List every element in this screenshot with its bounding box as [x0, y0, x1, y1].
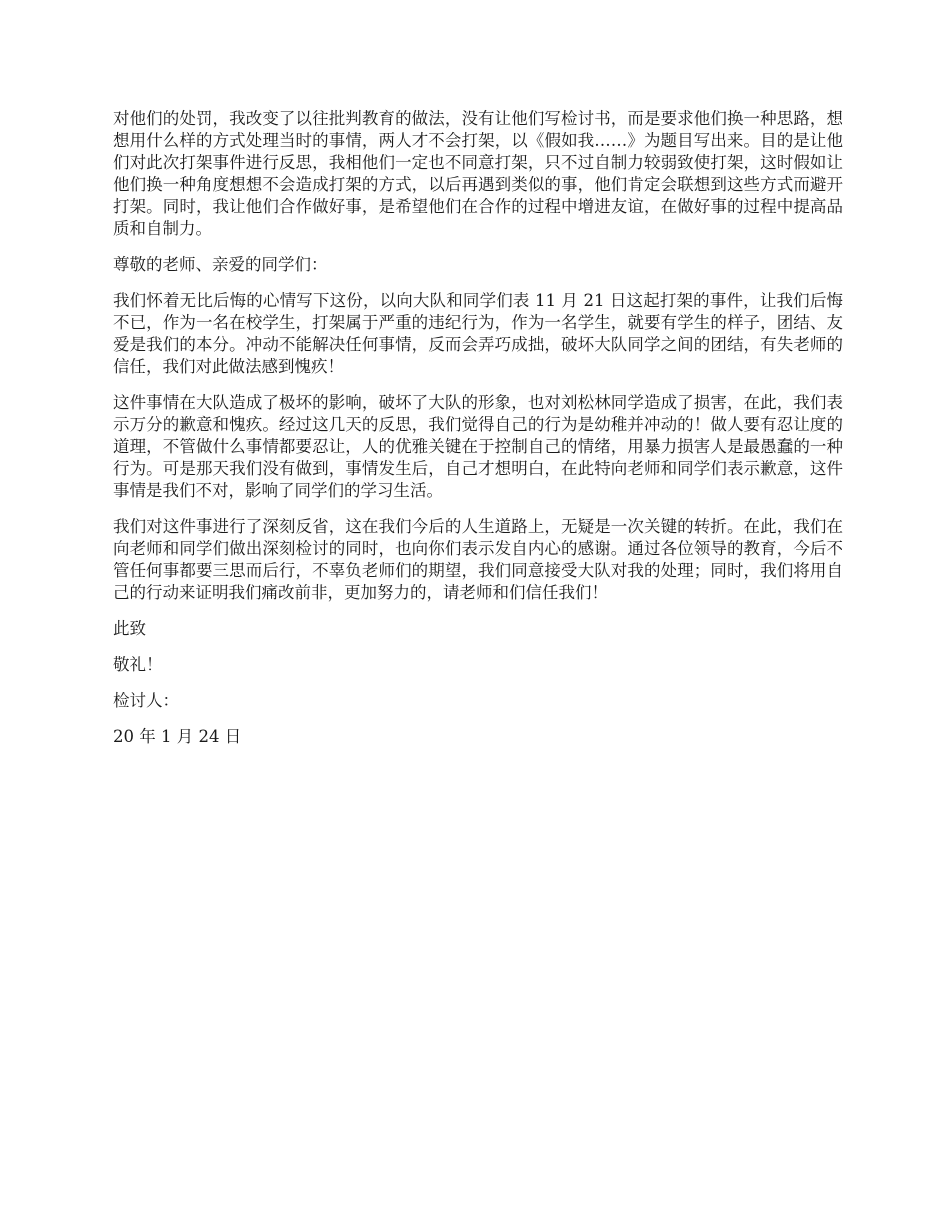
signature-label: 检讨人：	[113, 691, 179, 710]
paragraph-2: 我们怀着无比后悔的心情写下这份，以向大队和同学们表 11 月 21 日这起打架的事件，让我们后悔不已，作为一名在校学生，打架属于严重的违纪行为，作为一名学生，就要有学生的样子，团结、友爱是我们的本分。冲动不能解决任何事情，反而会弄巧成拙，破坏大队同学之间的团结，有失老师的信任，我们对此做法感到愧疚！	[113, 291, 843, 376]
document-body	[113, 108, 843, 762]
document-date: 20 年 1 月 24 日	[113, 727, 242, 746]
paragraph-1: 对他们的处罚，我改变了以往批判教育的做法，没有让他们写检讨书，而是要求他们换一种思路，想想用什么样的方式处理当时的事情，两人才不会打架，以《假如我……》为题目写出来。目的是让他们对此次打架事件进行反思，我相他们一定也不同意打架，只不过自制力较弱致使打架，这时假如让他们换一种角度想想不会造成打架的方式，以后再遇到类似的事，他们肯定会联想到这些方式而避开打架。同时，我让他们合作做好事，是希望他们在合作的过程中增进友谊，在做好事的过程中提高品质和自制力。	[113, 109, 843, 238]
paragraph-4: 我们对这件事进行了深刻反省，这在我们今后的人生道路上，无疑是一次关键的转折。在此，我们在向老师和同学们做出深刻检讨的同时，也向你们表示发自内心的感谢。通过各位领导的教育，今后不管任何事都要三思而后行，不辜负老师们的期望，我们同意接受大队对我的处理；同时，我们将用自己的行动来证明我们痛改前非，更加努力的，请老师和们信任我们！	[113, 517, 843, 602]
paragraph-3: 这件事情在大队造成了极坏的影响，破坏了大队的形象，也对刘松林同学造成了损害，在此，我们表示万分的歉意和愧疚。经过这几天的反思，我们觉得自己的行为是幼稚并冲动的！做人要有忍让度的道理，不管做什么事情都要忍让，人的优雅关键在于控制自己的情绪，用暴力损害人是最愚蠢的一种行为。可是那天我们没有做到，事情发生后，自己才想明白，在此特向老师和同学们表示歉意，这件事情是我们不对，影响了同学们的学习生活。	[113, 393, 843, 500]
closing-salute: 敬礼！	[113, 655, 163, 674]
salutation: 尊敬的老师、亲爱的同学们：	[113, 255, 328, 274]
closing-greeting: 此致	[113, 619, 146, 638]
